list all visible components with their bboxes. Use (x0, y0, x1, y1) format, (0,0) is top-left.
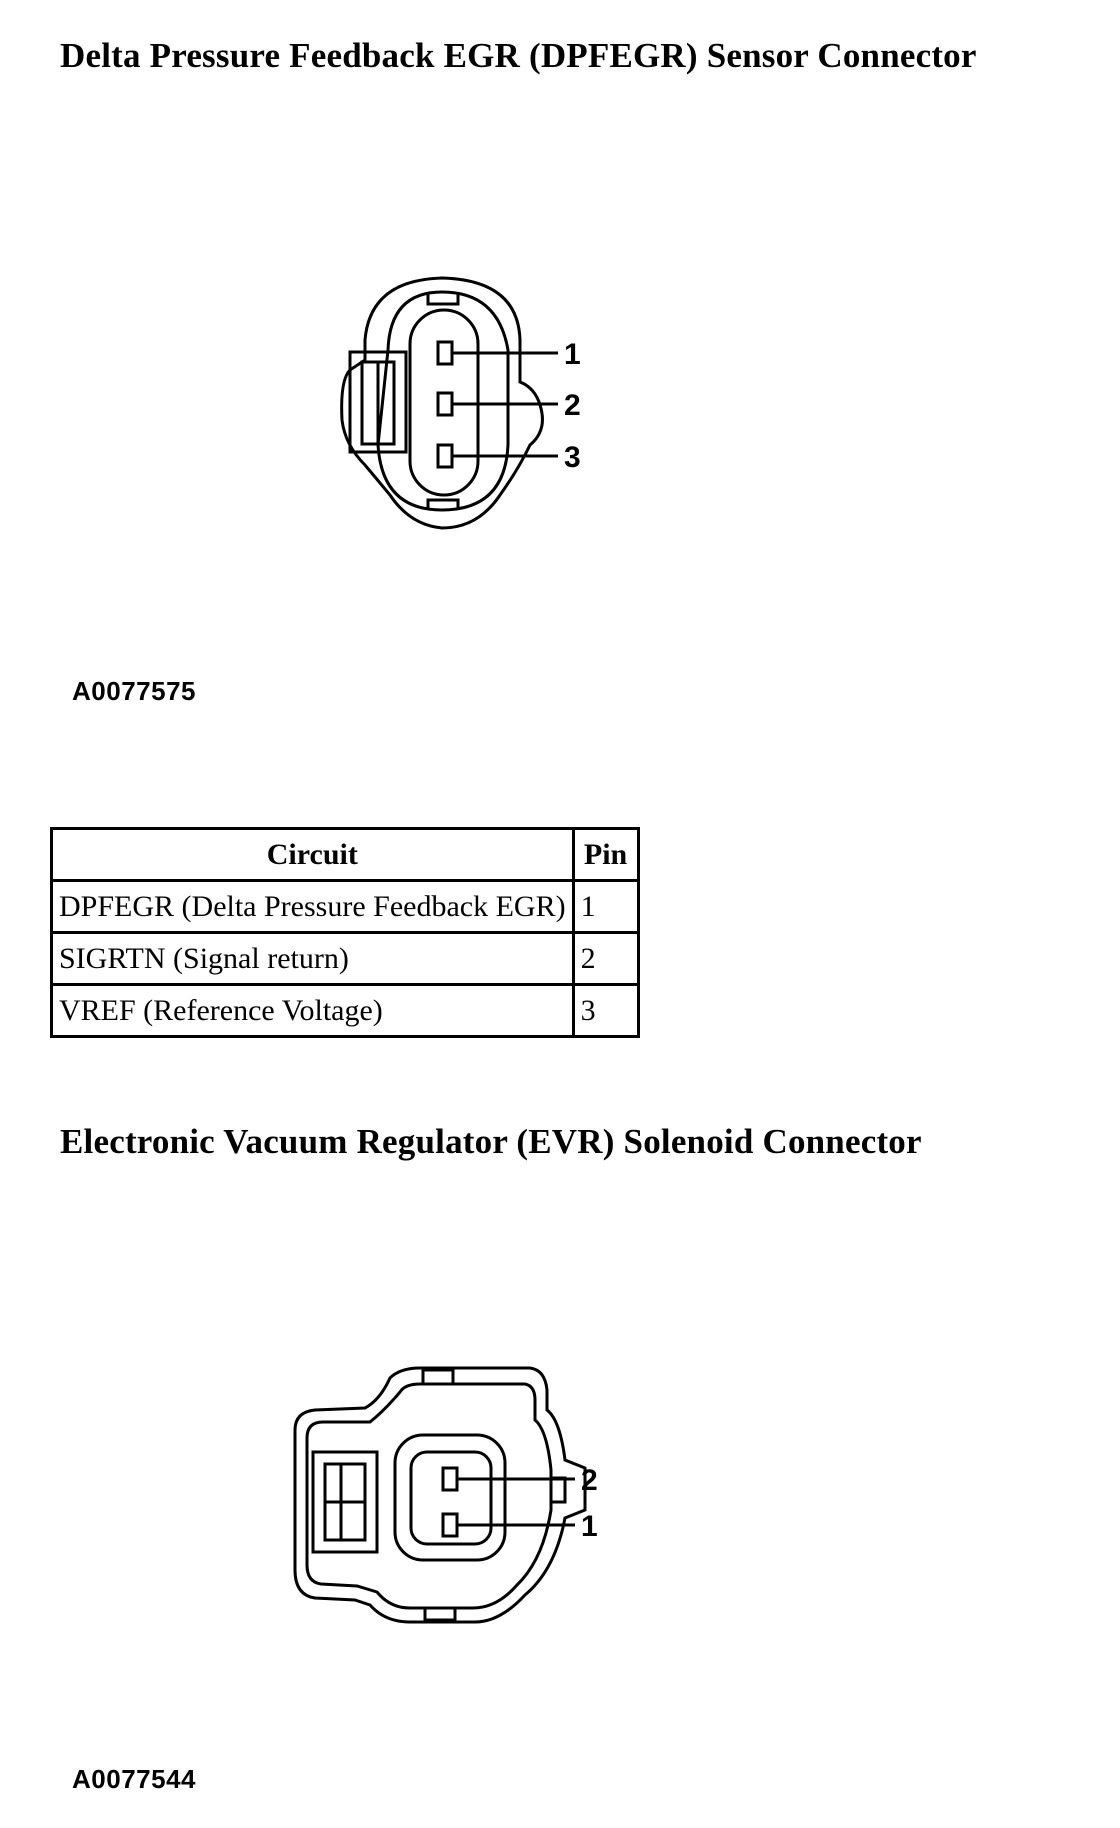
dpfegr-connector-title: Delta Pressure Feedback EGR (DPFEGR) Sensor Connector (60, 36, 977, 75)
table-row (52, 881, 639, 933)
circuit-cell: DPFEGR (Delta Pressure Feedback EGR) (52, 881, 574, 933)
dpfegr-pin-1 (438, 342, 452, 364)
evr-pin-label-1: 1 (581, 1510, 598, 1543)
circuit-column-header: Circuit (52, 829, 574, 881)
pin-cell: 2 (573, 933, 638, 985)
evr-right-key (551, 1478, 565, 1502)
circuit-cell: VREF (Reference Voltage) (52, 985, 574, 1037)
pin-cell: 1 (573, 881, 638, 933)
dpfegr-figure-id: A0077575 (72, 676, 196, 706)
evr-connector-diagram (285, 1360, 685, 1650)
dpfegr-pinout-table (50, 827, 640, 1038)
circuit-cell: SIGRTN (Signal return) (52, 933, 574, 985)
table-row (52, 985, 639, 1037)
evr-figure-id: A0077544 (72, 1764, 196, 1794)
dpfegr-pin-label-2: 2 (564, 389, 581, 422)
dpfegr-inner-housing (378, 292, 508, 510)
dpfegr-pin-3 (438, 445, 452, 467)
dpfegr-pin-label-3: 3 (564, 441, 581, 474)
evr-pin-label-2: 2 (581, 1464, 598, 1497)
table-header-row (52, 829, 639, 881)
evr-pin-2 (443, 1468, 457, 1490)
pin-column-header: Pin (573, 829, 638, 881)
evr-top-key (423, 1370, 453, 1384)
evr-pin-1 (443, 1514, 457, 1536)
evr-connector-title: Electronic Vacuum Regulator (EVR) Solenoid Connector (60, 1122, 922, 1161)
pin-cell: 3 (573, 985, 638, 1037)
evr-inner-housing (307, 1384, 551, 1608)
dpfegr-connector-diagram (330, 270, 630, 570)
evr-bottom-key (425, 1608, 455, 1620)
dpfegr-pin-2 (438, 393, 452, 415)
evr-pin-cavity-inner (411, 1452, 491, 1544)
dpfegr-pin-label-1: 1 (564, 338, 581, 371)
table-row (52, 933, 639, 985)
